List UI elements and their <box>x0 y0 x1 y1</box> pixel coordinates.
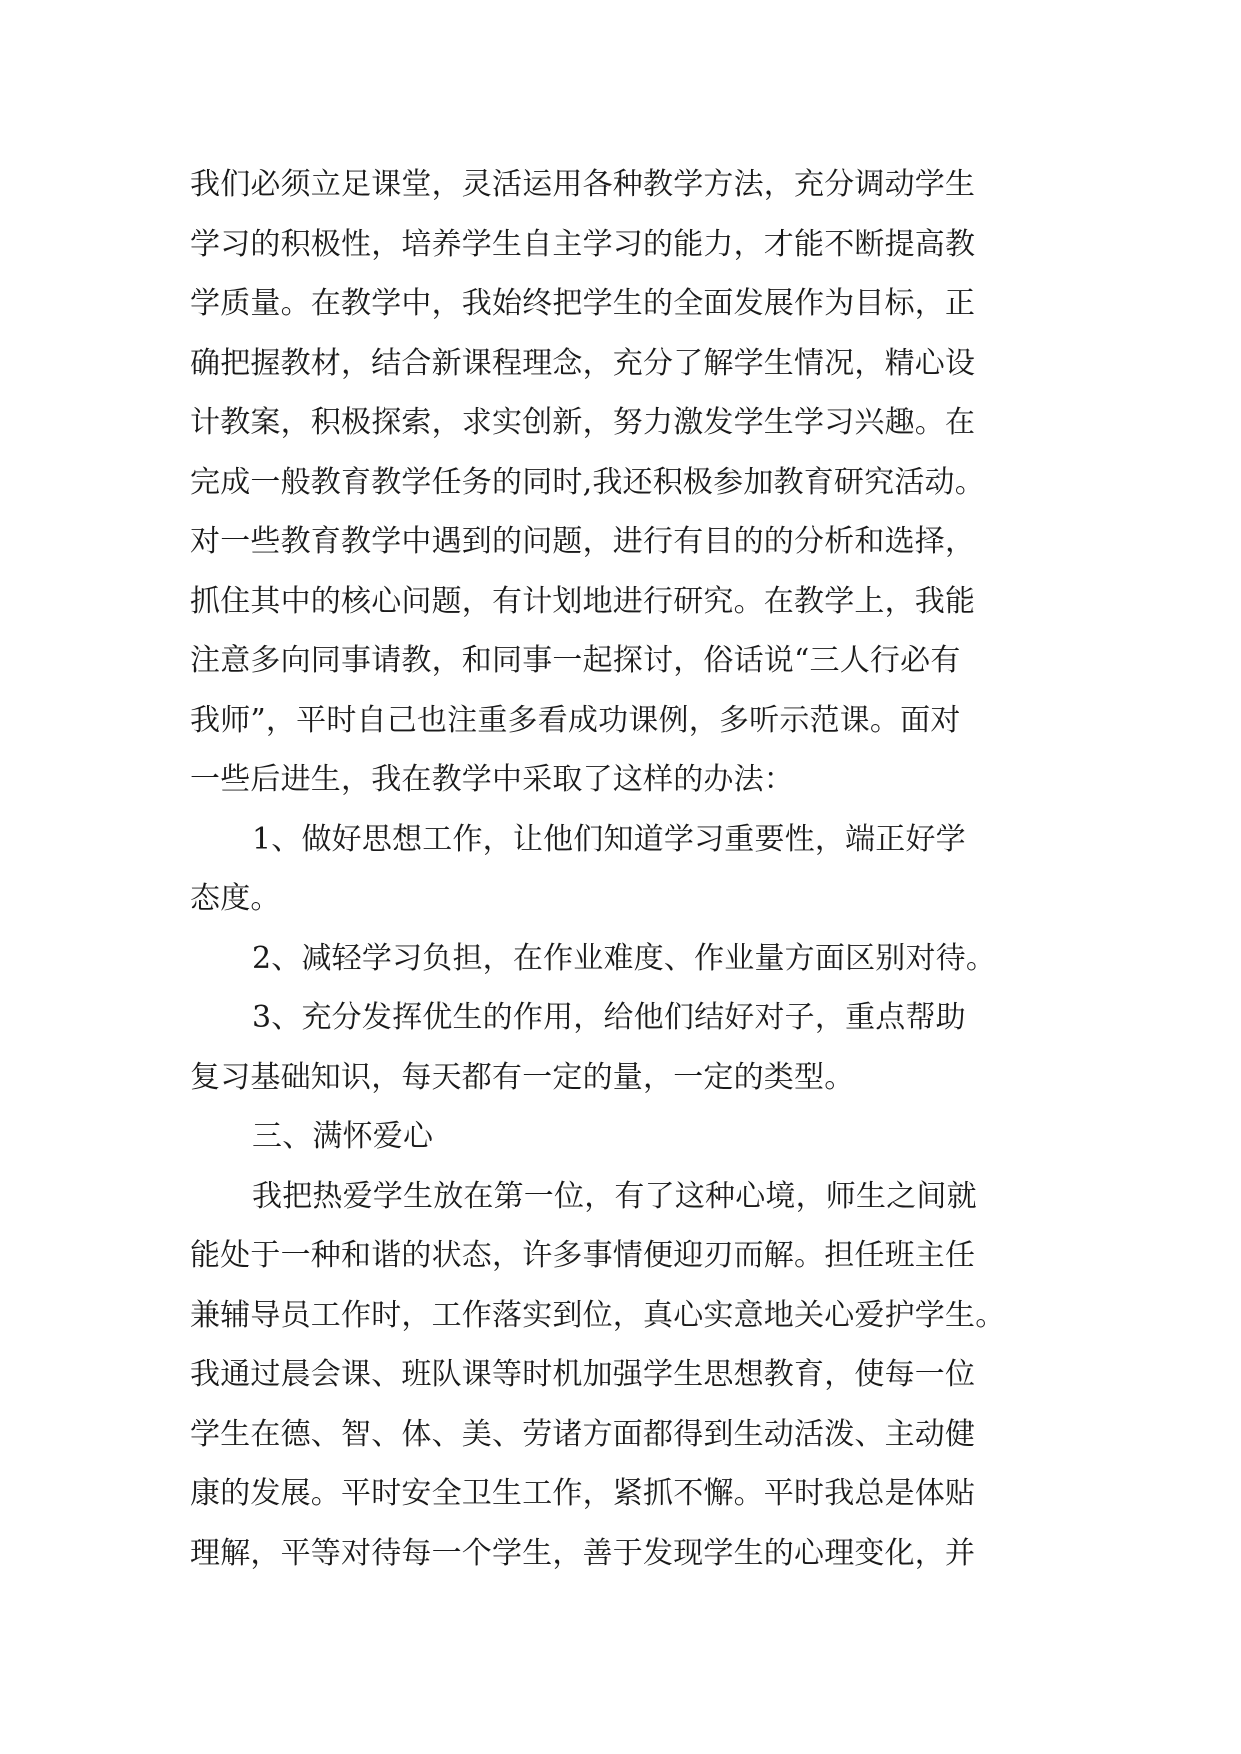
text-line: 抓住其中的核心问题，有计划地进行研究。在教学上，我能 <box>190 583 976 619</box>
body-text <box>190 155 1070 1583</box>
text-line: 确把握教材，结合新课程理念，充分了解学生情况，精心设 <box>190 345 976 381</box>
text-line: 我师”，平时自己也注重多看成功课例，多听示范课。面对 <box>190 702 961 738</box>
text-line: 对一些教育教学中遇到的问题，进行有目的的分析和选择， <box>190 524 976 559</box>
text-line: 态度。 <box>190 881 281 916</box>
text-line: 学质量。在教学中，我始终把学生的全面发展作为目标，正 <box>190 286 976 321</box>
text-line: 一些后进生，我在教学中采取了这样的办法： <box>190 762 794 797</box>
text-line: 我们必须立足课堂，灵活运用各种教学方法，充分调动学生 <box>190 167 976 202</box>
text-line: 注意多向同事请教，和同事一起探讨，俗话说“三人行必有 <box>190 643 961 678</box>
text-line: 2、减轻学习负担，在作业难度、作业量方面区别对待。 <box>252 940 997 976</box>
text-line: 学生在德、智、体、美、劳诸方面都得到生动活泼、主动健 <box>190 1416 976 1452</box>
text-line: 能处于一种和谐的状态，许多事情便迎刃而解。担任班主任 <box>190 1238 976 1273</box>
text-line: 完成一般教育教学任务的同时,我还积极参加教育研究活动。 <box>190 464 985 500</box>
text-line: 我通过晨会课、班队课等时机加强学生思想教育，使每一位 <box>190 1357 976 1392</box>
text-line: 兼辅导员工作时，工作落实到位，真心实意地关心爱护学生。 <box>190 1297 1006 1333</box>
text-line: 三、满怀爱心 <box>252 1119 434 1154</box>
text-line: 复习基础知识，每天都有一定的量，一定的类型。 <box>190 1059 855 1095</box>
text-line: 我把热爱学生放在第一位，有了这种心境，师生之间就 <box>252 1178 977 1214</box>
text-line: 1、做好思想工作，让他们知道学习重要性，端正好学 <box>252 821 966 857</box>
text-line: 康的发展。平时安全卫生工作，紧抓不懈。平时我总是体贴 <box>190 1476 976 1511</box>
text-line: 学习的积极性，培养学生自主学习的能力，才能不断提高教 <box>190 226 976 262</box>
text-line: 理解，平等对待每一个学生，善于发现学生的心理变化，并 <box>190 1535 976 1571</box>
text-line: 计教案，积极探索，求实创新，努力激发学生学习兴趣。在 <box>190 405 976 440</box>
text-line: 3、充分发挥优生的作用，给他们结好对子，重点帮助 <box>252 1000 966 1035</box>
